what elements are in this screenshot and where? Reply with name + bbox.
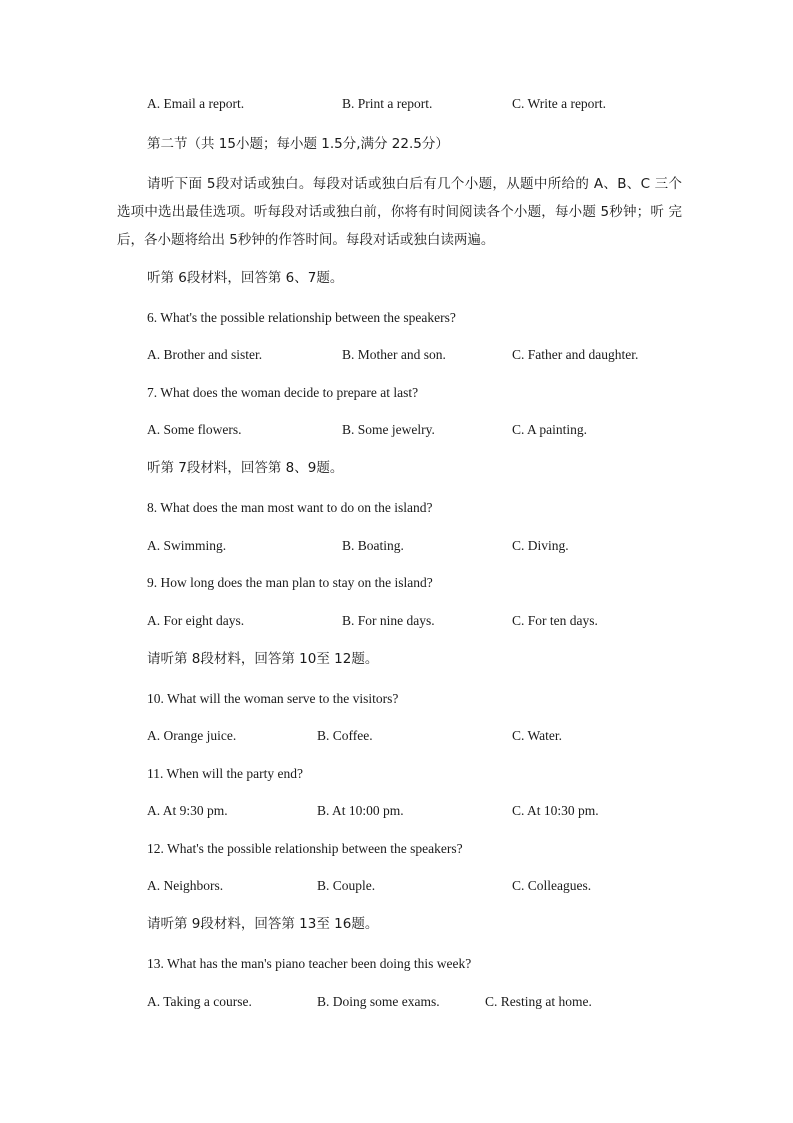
question-8-stem: 8. What does the man most want to do on the island? (147, 500, 433, 515)
q12-option-b: B. Couple. (317, 878, 376, 893)
q13-option-b: B. Doing some exams. (317, 994, 440, 1009)
q10-option-c: C. Water. (512, 728, 563, 743)
q12-option-c: C. Colleagues. (512, 878, 592, 893)
q6-option-b: B. Mother and son. (342, 347, 446, 362)
section-heading: 第二节（共 15小题；每小题 1.5分,满分 22.5分） (147, 136, 449, 152)
group-label-9: 请听第 9段材料，回答第 13至 16题。 (147, 916, 379, 932)
group-label-8: 请听第 8段材料，回答第 10至 12题。 (147, 651, 379, 667)
q11-option-a: A. At 9:30 pm. (147, 803, 228, 818)
q8-option-a: A. Swimming. (147, 538, 227, 553)
q10-option-b: B. Coffee. (317, 728, 373, 743)
q11-option-b: B. At 10:00 pm. (317, 803, 404, 818)
q5-option-a: A. Email a report. (147, 96, 245, 111)
q5-option-b: B. Print a report. (342, 96, 433, 111)
q7-option-b: B. Some jewelry. (342, 422, 435, 437)
q13-option-a: A. Taking a course. (147, 994, 252, 1009)
q7-option-a: A. Some flowers. (147, 422, 242, 437)
q8-option-c: C. Diving. (512, 538, 569, 553)
q9-option-b: B. For nine days. (342, 613, 435, 628)
q7-option-c: C. A painting. (512, 422, 588, 437)
q8-option-b: B. Boating. (342, 538, 404, 553)
question-6-stem: 6. What's the possible relationship between the speakers? (147, 310, 456, 325)
q9-option-c: C. For ten days. (512, 613, 598, 628)
q11-option-c: C. At 10:30 pm. (512, 803, 599, 818)
group-label-6: 听第 6段材料，回答第 6、7题。 (147, 270, 344, 286)
q6-option-a: A. Brother and sister. (147, 347, 263, 362)
instructions-paragraph: 请听下面 5段对话或独白。每段对话或独白后有几个小题，从题中所给的 A、B、C 三个 选项中选出最佳选项。听每段对话或独白前，你将有时间阅读各个小题，每小题 5秒钟；听 完后，各小题将给出 5秒钟的作答时间。每段对话或独白读两遍。 (117, 176, 682, 248)
question-13-stem: 13. What has the man's piano teacher been doing this week? (147, 956, 472, 971)
question-10-stem: 10. What will the woman serve to the visitors? (147, 691, 399, 706)
q10-option-a: A. Orange juice. (147, 728, 237, 743)
question-7-stem: 7. What does the woman decide to prepare at last? (147, 385, 419, 400)
question-9-stem: 9. How long does the man plan to stay on the island? (147, 575, 433, 590)
q9-option-a: A. For eight days. (147, 613, 245, 628)
question-11-stem: 11. When will the party end? (147, 766, 303, 781)
q12-option-a: A. Neighbors. (147, 878, 224, 893)
question-12-stem: 12. What's the possible relationship between the speakers? (147, 841, 463, 856)
q6-option-c: C. Father and daughter. (512, 347, 639, 362)
q5-option-c: C. Write a report. (512, 96, 607, 111)
group-label-7: 听第 7段材料，回答第 8、9题。 (147, 460, 344, 476)
q13-option-c: C. Resting at home. (485, 994, 592, 1009)
